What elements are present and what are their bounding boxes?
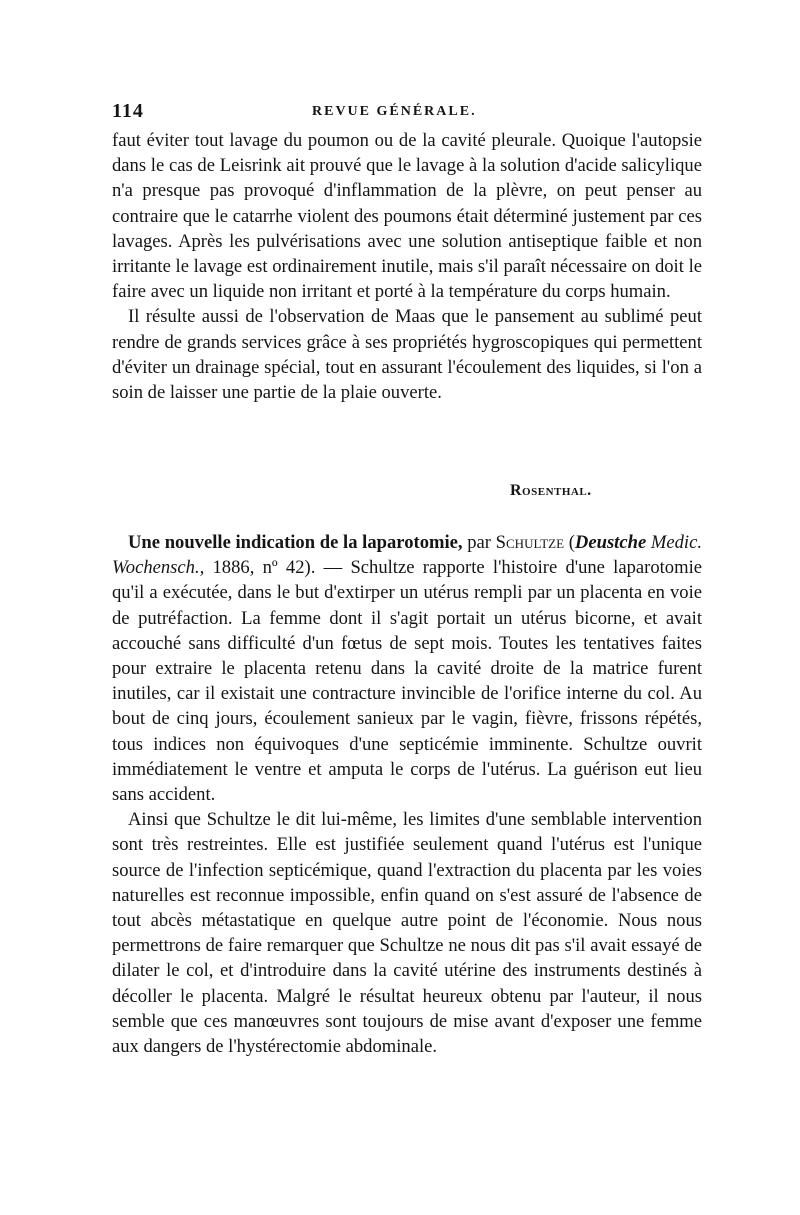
article-2-paragraph-1-body: Schultze rapporte l'histoire d'une laparotomie qu'il a exécutée, dans le but d'extirper un utérus rempli par un placenta en voie de putréfaction. La femme dont il s'agit portait un utérus bicorne, et avait accouché sans difficulté d'un fœtus de sept mois. Toutes les tentatives faites pour extraire le placenta retenu dans la cavité droite de la matrice furent inutiles, car il existait une contracture invincible de l'orifice interne du col. Au bout de cinq jours, écoulement sanieux par le vagin, fièvre, frissons répétés, tous indices non équivoques d'une septicémie imminente. Schultze ouvrit immédiatement le ventre et amputa le corps de l'utérus. La guérison eut lieu sans accident. (112, 557, 702, 806)
article-rosenthal (112, 128, 702, 405)
article-1-paragraph-1: faut éviter tout lavage du poumon ou de la cavité pleurale. Quoique l'autopsie dans le cas de Leisrink ait prouvé que le lavage à la solution d'acide salicylique n'a presque pas provoqué d'inflammation de la plèvre, on peut penser au contraire que le catarrhe violent des poumons était déterminé justement par ces lavages. Après les pulvérisations avec une solution antiseptique faible et non irritante le lavage est ordinairement inutile, mais s'il paraît nécessaire on doit le faire avec un liquide non irritant et porté à la température du corps humain. (112, 130, 702, 303)
journal-name-part-2: Medic. Wochensch., (112, 532, 702, 579)
article-2-paragraph-2: Ainsi que Schultze le dit lui-même, les limites d'une semblable intervention sont très restreintes. Elle est justifiée seulement quand l'utérus est l'unique source de l'infection septicémique, quand l'extraction du placenta par les voies naturelles est reconnue impossible, enfin quand on s'est assuré de l'absence de tout abcès métastatique en quelque autre point de l'économie. Nous nous permettrons de faire remarquer que Schultze ne nous dit pas s'il avait essayé de dilater le col, et d'introduire dans la cavité utérine des instruments destinés à décoller le placenta. Malgré le résultat heureux obtenu par l'auteur, il nous semble que ces manœuvres sont toujours de mise avant d'exposer une femme aux dangers de l'hystérectomie abdominale. (112, 809, 702, 1058)
article-title: Une nouvelle indication de la laparotomie, (128, 532, 463, 553)
article-author: Schultze (495, 532, 565, 553)
journal-name-part-1: Deustche (574, 532, 647, 553)
running-title: REVUE GÉNÉRALE. (312, 104, 477, 119)
paren-open: ( (564, 532, 575, 553)
author-signature: Rosenthal. (510, 482, 592, 499)
article-1-paragraph-2: Il résulte aussi de l'observation de Maas que le pansement au sublimé peut rendre de grands services grâce à ses propriétés hygroscopiques qui permettent d'éviter un drainage spécial, tout en assurant l'écoulement des liquides, si l'on a soin de laisser une partie de la plaie ouverte. (112, 306, 702, 404)
page-number: 114 (112, 100, 144, 122)
citation: 1886, nº 42). — (204, 557, 351, 579)
page-header (112, 100, 702, 128)
article-by: par (462, 532, 496, 553)
article-2-paragraph-1 (112, 530, 702, 807)
article-laparotomie (112, 530, 702, 1059)
